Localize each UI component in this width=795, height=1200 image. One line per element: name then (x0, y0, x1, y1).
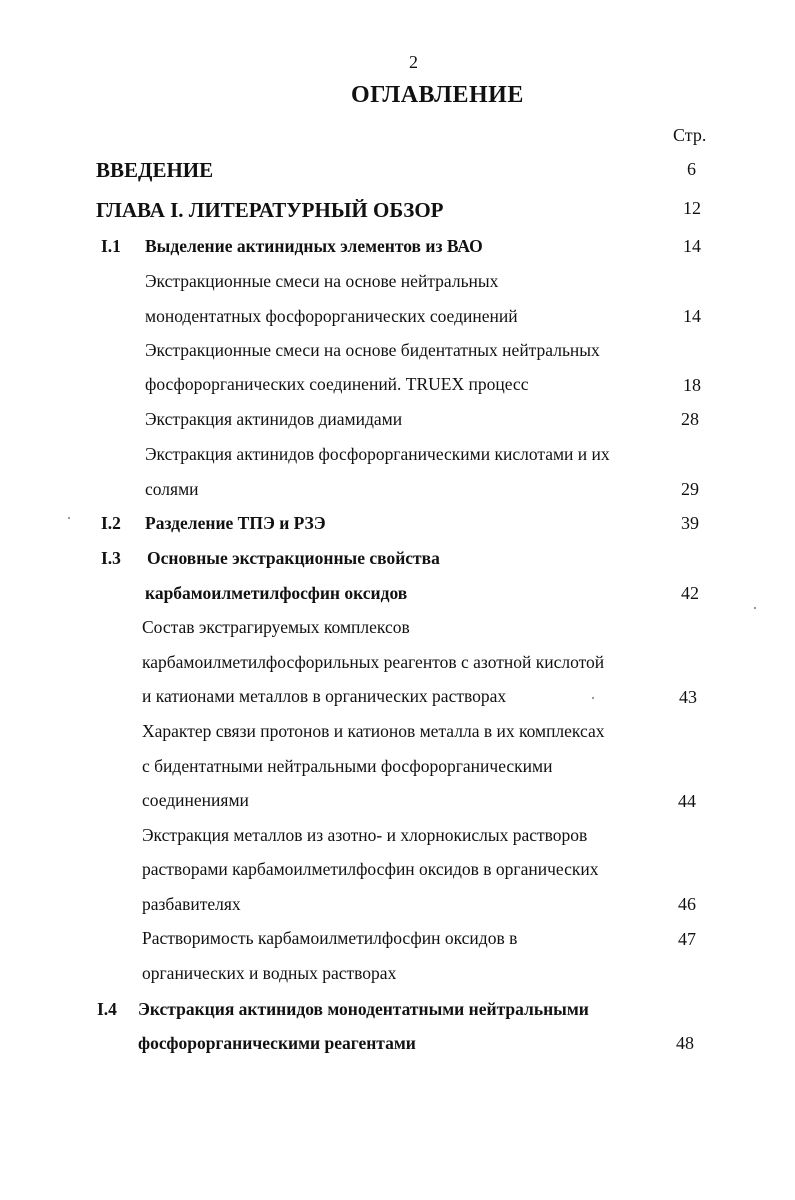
subsection-title-line: и катионами металлов в органических растворах (142, 686, 507, 706)
page-ref: 47 (678, 929, 696, 949)
subsection-title-line: Экстракционные смеси на основе бидентатных нейтральных (145, 340, 600, 360)
section-title: Разделение ТПЭ и РЗЭ (145, 513, 326, 533)
page-ref: 42 (681, 583, 699, 603)
page-ref: 14 (683, 306, 701, 326)
chapter-title: ВВЕДЕНИЕ (96, 158, 214, 182)
subsection-title-line: Экстракция металлов из азотно- и хлорнокислых растворов (142, 825, 588, 845)
section-title-line: карбамоилметилфосфин оксидов (145, 583, 408, 603)
subsection-title-line: с бидентатными нейтральными фосфорорганическими (142, 756, 553, 776)
page-ref: 43 (679, 687, 697, 707)
section-title: Выделение актинидных элементов из ВАО (145, 236, 483, 256)
subsection-title-line: Экстракция актинидов фосфорорганическими кислотами и их (145, 444, 610, 464)
page-ref: 46 (678, 894, 696, 914)
subsection-title-line: солями (145, 479, 199, 499)
page-ref: 6 (687, 159, 696, 179)
scan-speck (68, 517, 70, 519)
page-title: ОГЛАВЛЕНИЕ (351, 82, 524, 108)
page-ref: 18 (683, 375, 701, 395)
section-title-line: фосфорорганическими реагентами (138, 1033, 416, 1053)
page-ref: 12 (683, 198, 701, 218)
page-ref: 39 (681, 513, 699, 533)
scan-speck (754, 607, 756, 609)
section-number: I.4 (97, 999, 117, 1019)
subsection-title-line: соединениями (142, 790, 249, 810)
chapter-title: ГЛАВА I. ЛИТЕРАТУРНЫЙ ОБЗОР (96, 198, 444, 222)
subsection-title-line: Характер связи протонов и катионов металла в их комплексах (142, 721, 605, 741)
subsection-title-line: органических и водных растворах (142, 963, 397, 983)
section-title-line: Экстракция актинидов монодентатными нейтральными (138, 999, 589, 1019)
section-number: I.1 (101, 236, 121, 256)
subsection-title-line: Экстракционные смеси на основе нейтральных (145, 271, 499, 291)
page-number: 2 (409, 52, 418, 72)
page-column-label: Стр. (673, 125, 707, 145)
subsection-title-line: Экстракция актинидов диамидами (145, 409, 403, 429)
page-ref: 29 (681, 479, 699, 499)
subsection-title-line: разбавителях (142, 894, 241, 914)
subsection-title-line: монодентатных фосфорорганических соединений (145, 306, 518, 326)
subsection-title-line: растворами карбамоилметилфосфин оксидов в органических (142, 859, 599, 879)
page-ref: 14 (683, 236, 701, 256)
page-ref: 28 (681, 409, 699, 429)
subsection-title-line: карбамоилметилфосфорильных реагентов с азотной кислотой (142, 652, 605, 672)
page-ref: 48 (676, 1033, 694, 1053)
scan-speck (592, 697, 594, 699)
section-title-line: Основные экстракционные свойства (147, 548, 440, 568)
subsection-title-line: Растворимость карбамоилметилфосфин оксидов в (142, 928, 518, 948)
section-number: I.2 (101, 513, 121, 533)
page-ref: 44 (678, 791, 696, 811)
section-number: I.3 (101, 548, 121, 568)
subsection-title-line: Состав экстрагируемых комплексов (142, 617, 410, 637)
subsection-title-line: фосфорорганических соединений. TRUEX процесс (145, 374, 529, 394)
